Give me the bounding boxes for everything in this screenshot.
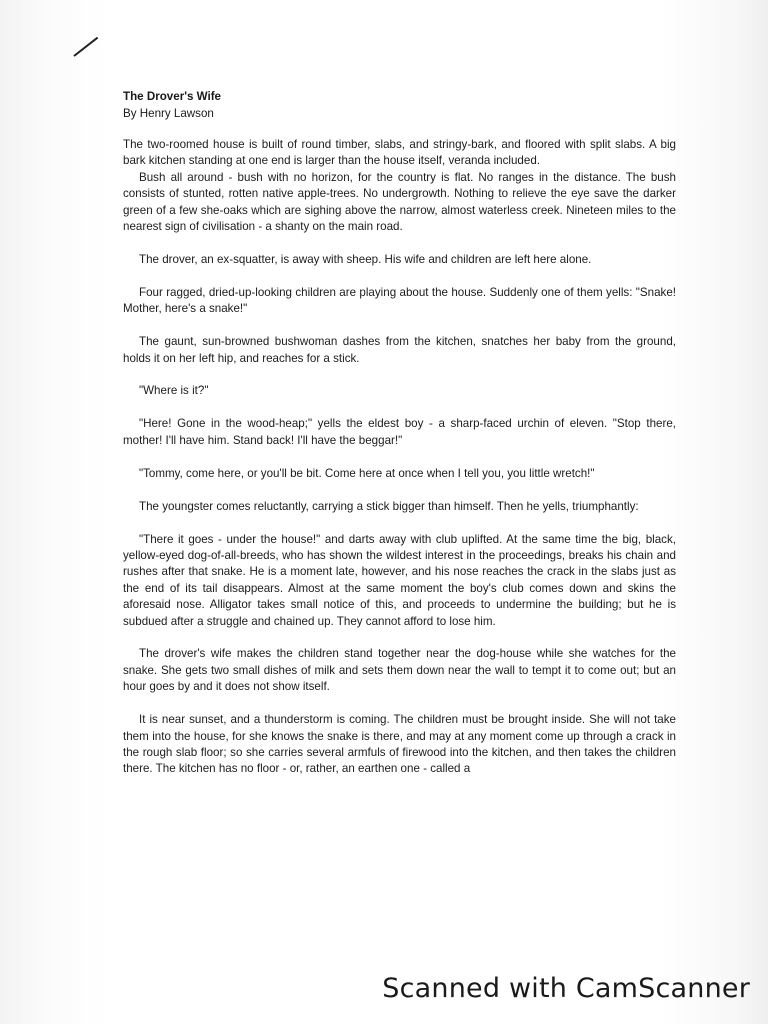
document-body	[123, 137, 676, 778]
paragraph-10: "There it goes - under the house!" and darts away with club uplifted. At the same time the big, black, yellow-eyed dog-of-all-breeds, who has shown the wildest interest in the proceedings, breaks his chain and rushes after that snake. He is a moment late, however, and his nose reaches the crack in the slabs just as the end of its tail disappears. Almost at the same moment the boy's club comes down and skins the aforesaid nose. Alligator takes small notice of this, and proceeds to undermine the building; but he is subdued after a struggle and chained up. They cannot afford to lose him.	[123, 532, 676, 628]
paragraph-7: "Here! Gone in the wood-heap;" yells the eldest boy - a sharp-faced urchin of eleven. "Stop there, mother! I'll have him. Stand back! I'll have the beggar!"	[123, 417, 676, 447]
paragraph-1: The two-roomed house is built of round timber, slabs, and stringy-bark, and floored with split slabs. A big bark kitchen standing at one end is larger than the house itself, veranda included.	[123, 138, 676, 168]
paragraph-5: The gaunt, sun-browned bushwoman dashes from the kitchen, snatches her baby from the ground, holds it on her left hip, and reaches for a stick.	[123, 335, 676, 365]
paragraph-6: "Where is it?"	[139, 384, 209, 398]
paragraph-8: "Tommy, come here, or you'll be bit. Come here at once when I tell you, you little wretch!"	[139, 466, 595, 480]
document-header	[123, 88, 221, 122]
paragraph-4: Four ragged, dried-up-looking children are playing about the house. Suddenly one of them yells: "Snake! Mother, here's a snake!"	[123, 285, 676, 316]
camscanner-watermark: Scanned with CamScanner	[382, 973, 750, 1004]
paragraph-12: It is near sunset, and a thunderstorm is coming. The children must be brought inside. She will not take them into the house, for she knows the snake is there, and may at any moment come up through a crack in the rough slab floor; so she carries several armfuls of firewood into the kitchen, and then takes the children there. The kitchen has no floor - or, rather, an earthen one - called a	[123, 713, 676, 776]
paragraph-3: The drover, an ex-squatter, is away with sheep. His wife and children are left here alone.	[139, 252, 592, 266]
pen-mark	[73, 37, 98, 57]
document-title: The Drover's Wife	[123, 90, 222, 103]
paragraph-2: Bush all around - bush with no horizon, for the country is flat. No ranges in the distance. The bush consists of stunted, rotten native apple-trees. No undergrowth. Nothing to relieve the eye save the darker green of a few she-oaks which are sighing above the narrow, almost waterless creek. Nineteen miles to the nearest sign of civilisation - a shanty on the main road.	[123, 170, 676, 234]
paragraph-9: The youngster comes reluctantly, carrying a stick bigger than himself. Then he yells, triumphantly:	[139, 499, 639, 513]
paragraph-11: The drover's wife makes the children stand together near the dog-house while she watches for the snake. She gets two small dishes of milk and sets them down near the wall to tempt it to come out; but an hour goes by and it does not show itself.	[123, 647, 676, 694]
document-author: By Henry Lawson	[123, 107, 214, 120]
